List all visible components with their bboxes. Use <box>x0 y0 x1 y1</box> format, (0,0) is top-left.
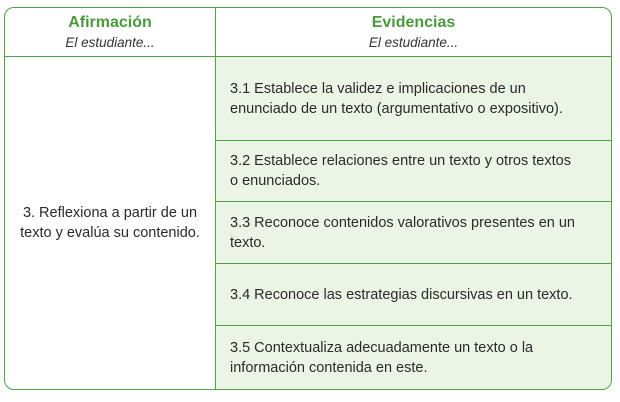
evidence-list <box>216 57 611 389</box>
evidence-header-title: Evidencias <box>371 13 456 31</box>
evidence-text: 3.3 Reconoce contenidos valorativos presentes en un texto. <box>230 214 575 251</box>
evidence-text: 3.4 Reconoce las estrategias discursivas en un texto. <box>230 286 573 303</box>
evidence-row <box>216 264 611 326</box>
affirmation-header <box>5 8 216 57</box>
evidence-row <box>216 141 611 202</box>
affirmation-header-subtitle: El estudiante... <box>65 34 155 50</box>
evidence-text: 3.5 Contextualiza adecuadamente un texto o la información contenida en este. <box>230 339 534 376</box>
affirmation-text: 3. Reflexiona a partir de un texto y evalúa su contenido. <box>20 205 200 241</box>
competency-table <box>4 7 612 390</box>
evidence-row <box>216 57 611 141</box>
evidence-header <box>216 8 611 57</box>
evidence-text: 3.2 Establece relaciones entre un texto y otros textos o enunciados. <box>230 153 571 189</box>
evidence-row <box>216 326 611 389</box>
evidence-text: 3.1 Establece la validez e implicaciones de un enunciado de un texto (argumentativo o expositivo). <box>230 80 563 117</box>
evidence-header-subtitle: El estudiante... <box>368 34 459 50</box>
affirmation-header-title: Afirmación <box>68 13 152 31</box>
evidence-row <box>216 202 611 264</box>
affirmation-cell <box>5 57 216 389</box>
